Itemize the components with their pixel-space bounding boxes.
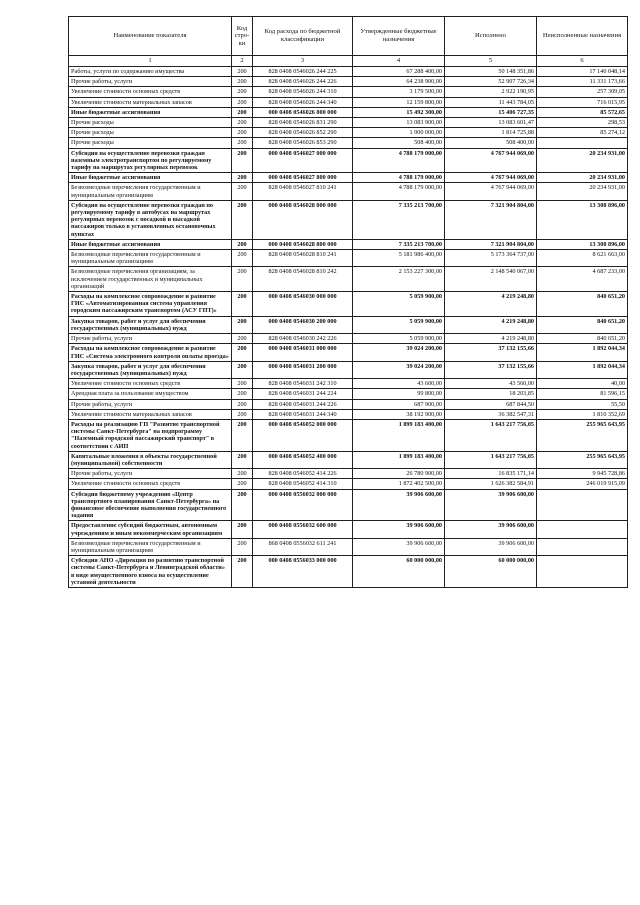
cell-approved: 39 906 600,00 (353, 521, 445, 538)
table-row (69, 87, 628, 97)
column-number: 1 (69, 56, 232, 67)
cell-kbk: 000 0408 0546026 800 000 (253, 107, 353, 117)
cell-executed: 5 173 364 737,00 (445, 250, 537, 267)
table-row (69, 521, 628, 538)
cell-line-code: 200 (232, 556, 253, 588)
table-row (69, 419, 628, 451)
cell-line-code: 200 (232, 97, 253, 107)
cell-executed: 4 219 248,80 (445, 316, 537, 333)
cell-name: Безвозмездные перечисления государственным и муниципальным организациям (69, 183, 232, 200)
cell-name: Субсидия на осуществление перевозки граждан по регулируемому тарифу в автобусах на маршрутах регулярных перевозок с посадкой и высадкой пассажиров только в установленных остановочных пунктах (69, 200, 232, 239)
cell-executed: 16 835 171,14 (445, 469, 537, 479)
table-row (69, 183, 628, 200)
table-row (69, 361, 628, 378)
cell-line-code: 200 (232, 419, 253, 451)
cell-line-code: 200 (232, 469, 253, 479)
header-kbk: Код расхода по бюджетной классификации (253, 17, 353, 56)
cell-remaining: 1 810 352,69 (537, 409, 628, 419)
cell-name: Безвозмездные перечисления государственным и муниципальным организациям (69, 250, 232, 267)
cell-kbk: 828 0408 0546026 853 290 (253, 138, 353, 148)
cell-line-code: 200 (232, 267, 253, 292)
cell-name: Увеличение стоимости основных средств (69, 479, 232, 489)
cell-remaining: 1 892 044,34 (537, 344, 628, 361)
cell-approved: 4 788 179 000,00 (353, 183, 445, 200)
cell-kbk: 828 0408 0546026 244 310 (253, 87, 353, 97)
table-row (69, 118, 628, 128)
cell-name: Субсидия бюджетному учреждению «Центр транспортного планирования Санкт-Петербурга» на финансовое обеспечение выполнения государственного задания (69, 489, 232, 521)
table-row (69, 389, 628, 399)
cell-executed: 43 560,00 (445, 379, 537, 389)
cell-remaining (537, 489, 628, 521)
cell-remaining: 20 234 931,00 (537, 183, 628, 200)
cell-remaining: 840 651,20 (537, 316, 628, 333)
cell-remaining (537, 521, 628, 538)
cell-line-code: 200 (232, 77, 253, 87)
cell-line-code: 200 (232, 451, 253, 468)
cell-approved: 39 906 600,00 (353, 489, 445, 521)
cell-kbk: 828 0408 0546028 810 242 (253, 267, 353, 292)
cell-remaining: 1 892 044,34 (537, 361, 628, 378)
table-row (69, 77, 628, 87)
table-row (69, 479, 628, 489)
column-number: 4 (353, 56, 445, 67)
cell-remaining: 716 015,95 (537, 97, 628, 107)
cell-executed: 60 000 000,00 (445, 556, 537, 588)
column-number: 6 (537, 56, 628, 67)
cell-name: Прочие расходы (69, 138, 232, 148)
cell-line-code: 200 (232, 399, 253, 409)
cell-remaining: 17 140 048,14 (537, 67, 628, 77)
cell-kbk: 000 0408 0546027 800 000 (253, 173, 353, 183)
cell-remaining: 298,53 (537, 118, 628, 128)
cell-executed: 7 321 904 804,00 (445, 200, 537, 239)
cell-line-code: 200 (232, 148, 253, 173)
cell-remaining: 81 596,15 (537, 389, 628, 399)
cell-remaining (537, 538, 628, 555)
cell-line-code: 200 (232, 138, 253, 148)
cell-approved: 7 335 213 700,00 (353, 200, 445, 239)
cell-line-code: 200 (232, 118, 253, 128)
cell-name: Прочие работы, услуги (69, 77, 232, 87)
cell-remaining: 85 572,65 (537, 107, 628, 117)
cell-executed: 4 767 944 069,00 (445, 173, 537, 183)
cell-kbk: 000 0408 0546052 000 000 (253, 419, 353, 451)
cell-name: Прочие работы, услуги (69, 399, 232, 409)
cell-approved: 1 872 402 500,00 (353, 479, 445, 489)
cell-kbk: 000 0408 0546052 400 000 (253, 451, 353, 468)
column-number: 2 (232, 56, 253, 67)
table-row (69, 239, 628, 249)
cell-approved: 67 288 400,00 (353, 67, 445, 77)
cell-name: Прочие работы, услуги (69, 334, 232, 344)
cell-name: Субсидия на осуществление перевозки граждан наземным электротранспортом по регулируемому тарифу на маршрутах регулярных перевозок (69, 148, 232, 173)
cell-remaining: 40,00 (537, 379, 628, 389)
table-header (69, 17, 628, 67)
cell-line-code: 200 (232, 479, 253, 489)
table-row (69, 148, 628, 173)
cell-executed: 52 907 726,34 (445, 77, 537, 87)
cell-remaining: 255 965 643,95 (537, 451, 628, 468)
cell-name: Иные бюджетные ассигнования (69, 173, 232, 183)
cell-line-code: 200 (232, 173, 253, 183)
cell-remaining (537, 138, 628, 148)
table-row (69, 556, 628, 588)
cell-executed: 2 148 540 067,00 (445, 267, 537, 292)
cell-approved: 12 159 800,00 (353, 97, 445, 107)
cell-remaining (537, 556, 628, 588)
header-executed: Исполнено (445, 17, 537, 56)
column-number-row (69, 56, 628, 67)
cell-name: Арендная плата за пользование имуществом (69, 389, 232, 399)
cell-executed: 50 148 351,86 (445, 67, 537, 77)
cell-remaining: 85 274,12 (537, 128, 628, 138)
table-row (69, 292, 628, 317)
header-approved: Утвержденные бюджетные назначения (353, 17, 445, 56)
cell-remaining: 8 621 663,00 (537, 250, 628, 267)
cell-kbk: 000 0408 0546027 000 000 (253, 148, 353, 173)
cell-approved: 64 238 900,00 (353, 77, 445, 87)
cell-executed: 37 132 155,66 (445, 361, 537, 378)
cell-line-code: 200 (232, 67, 253, 77)
table-row (69, 538, 628, 555)
cell-executed: 7 321 904 804,00 (445, 239, 537, 249)
cell-remaining: 11 331 173,66 (537, 77, 628, 87)
cell-name: Прочие расходы (69, 118, 232, 128)
cell-name: Увеличение стоимости основных средств (69, 87, 232, 97)
cell-approved: 687 900,00 (353, 399, 445, 409)
cell-approved: 1 900 000,00 (353, 128, 445, 138)
cell-approved: 60 000 000,00 (353, 556, 445, 588)
table-row (69, 128, 628, 138)
cell-executed: 18 203,85 (445, 389, 537, 399)
cell-approved: 39 024 200,00 (353, 344, 445, 361)
cell-approved: 38 192 900,00 (353, 409, 445, 419)
header-name: Наименование показателя (69, 17, 232, 56)
table-row (69, 250, 628, 267)
cell-approved: 5 059 900,00 (353, 316, 445, 333)
table-row (69, 267, 628, 292)
cell-name: Безвозмездные перечисления организациям, за исключением государственных и муниципальных организаций (69, 267, 232, 292)
cell-line-code: 200 (232, 316, 253, 333)
cell-line-code: 200 (232, 344, 253, 361)
cell-executed: 1 643 217 756,05 (445, 419, 537, 451)
cell-executed: 39 906 600,00 (445, 521, 537, 538)
cell-kbk: 828 0408 0546026 831 290 (253, 118, 353, 128)
cell-kbk: 828 0408 0546026 244 340 (253, 97, 353, 107)
cell-name: Увеличение стоимости основных средств (69, 379, 232, 389)
cell-name: Закупка товаров, работ и услуг для обеспечения государственных (муниципальных) нужд (69, 361, 232, 378)
cell-line-code: 200 (232, 409, 253, 419)
cell-remaining: 55,50 (537, 399, 628, 409)
cell-remaining: 13 308 896,00 (537, 239, 628, 249)
cell-remaining: 13 308 896,00 (537, 200, 628, 239)
cell-remaining: 255 965 643,95 (537, 419, 628, 451)
cell-executed: 508 400,00 (445, 138, 537, 148)
cell-kbk: 828 0408 0546031 244 340 (253, 409, 353, 419)
cell-name: Закупка товаров, работ и услуг для обеспечения государственных (муниципальных) нужд (69, 316, 232, 333)
table-row (69, 316, 628, 333)
cell-approved: 13 083 900,00 (353, 118, 445, 128)
budget-execution-table (68, 16, 628, 588)
cell-executed: 4 767 944 069,00 (445, 148, 537, 173)
table-row (69, 399, 628, 409)
cell-name: Расходы на комплексное сопровождение и развитие ГИС «Система электронного контроля оплаты проезда» (69, 344, 232, 361)
table-row (69, 379, 628, 389)
cell-name: Иные бюджетные ассигнования (69, 239, 232, 249)
cell-executed: 1 626 382 584,91 (445, 479, 537, 489)
cell-approved: 26 780 900,00 (353, 469, 445, 479)
cell-approved: 5 059 900,00 (353, 292, 445, 317)
cell-kbk: 828 0408 0546026 852 290 (253, 128, 353, 138)
cell-line-code: 200 (232, 521, 253, 538)
cell-remaining: 9 945 728,86 (537, 469, 628, 479)
cell-line-code: 200 (232, 538, 253, 555)
cell-executed: 39 906 600,00 (445, 538, 537, 555)
table-body (69, 67, 628, 588)
cell-kbk: 828 0408 0546026 244 225 (253, 67, 353, 77)
cell-executed: 1 643 217 756,05 (445, 451, 537, 468)
column-number: 3 (253, 56, 353, 67)
cell-executed: 13 083 601,47 (445, 118, 537, 128)
cell-kbk: 868 0408 0556032 611 241 (253, 538, 353, 555)
cell-name: Иные бюджетные ассигнования (69, 107, 232, 117)
cell-approved: 39 024 200,00 (353, 361, 445, 378)
cell-kbk: 828 0408 0546031 242 310 (253, 379, 353, 389)
header-line-code: Код стро-ки (232, 17, 253, 56)
cell-kbk: 000 0408 0546030 000 000 (253, 292, 353, 317)
cell-approved: 3 179 500,00 (353, 87, 445, 97)
cell-executed: 36 382 547,31 (445, 409, 537, 419)
table-row (69, 344, 628, 361)
cell-approved: 43 600,00 (353, 379, 445, 389)
cell-remaining: 4 687 233,00 (537, 267, 628, 292)
cell-executed: 4 219 248,80 (445, 292, 537, 317)
cell-kbk: 828 0408 0546052 414 226 (253, 469, 353, 479)
cell-executed: 15 406 727,35 (445, 107, 537, 117)
table-row (69, 469, 628, 479)
cell-line-code: 200 (232, 128, 253, 138)
cell-kbk: 828 0408 0546028 810 241 (253, 250, 353, 267)
cell-line-code: 200 (232, 87, 253, 97)
table-row (69, 173, 628, 183)
cell-executed: 11 443 784,05 (445, 97, 537, 107)
cell-line-code: 200 (232, 334, 253, 344)
table-row (69, 489, 628, 521)
cell-line-code: 200 (232, 292, 253, 317)
cell-name: Расходы на реализацию ГП "Развитие транспортной системы Санкт-Петербурга" на подпрограмму "Наземный городской пассажирский транспорт" в соответствии с АИП (69, 419, 232, 451)
cell-remaining: 257 309,05 (537, 87, 628, 97)
cell-kbk: 828 0408 0546031 244 226 (253, 399, 353, 409)
table-row (69, 200, 628, 239)
cell-approved: 7 335 213 700,00 (353, 239, 445, 249)
cell-approved: 1 899 183 400,00 (353, 451, 445, 468)
cell-name: Расходы на комплексное сопровождение и развитие ГИС «Автоматизированная система управления городским пассажирским транспортом (АСУ ГПТ)» (69, 292, 232, 317)
cell-kbk: 828 0408 0546030 242 226 (253, 334, 353, 344)
header-remaining: Неисполненные назначения (537, 17, 628, 56)
cell-executed: 687 844,50 (445, 399, 537, 409)
cell-kbk: 000 0408 0556032 000 000 (253, 489, 353, 521)
cell-name: Прочие работы, услуги (69, 469, 232, 479)
cell-approved: 99 800,00 (353, 389, 445, 399)
cell-kbk: 000 0408 0546031 000 000 (253, 344, 353, 361)
cell-remaining: 840 651,20 (537, 334, 628, 344)
cell-executed: 1 814 725,88 (445, 128, 537, 138)
cell-remaining: 20 234 931,00 (537, 173, 628, 183)
table-row (69, 97, 628, 107)
cell-executed: 4 219 248,80 (445, 334, 537, 344)
table-row (69, 138, 628, 148)
cell-approved: 1 899 183 400,00 (353, 419, 445, 451)
cell-approved: 15 492 300,00 (353, 107, 445, 117)
cell-kbk: 828 0408 0546026 244 226 (253, 77, 353, 87)
cell-name: Предоставление субсидий бюджетным, автономным учреждениям и иным некоммерческим организациям (69, 521, 232, 538)
cell-approved: 4 788 179 000,00 (353, 173, 445, 183)
cell-kbk: 828 0408 0546052 414 310 (253, 479, 353, 489)
cell-approved: 39 906 600,00 (353, 538, 445, 555)
cell-kbk: 000 0408 0556032 600 000 (253, 521, 353, 538)
cell-name: Увеличение стоимости материальных запасов (69, 409, 232, 419)
cell-line-code: 200 (232, 361, 253, 378)
cell-executed: 39 906 600,00 (445, 489, 537, 521)
cell-kbk: 000 0408 0546030 200 000 (253, 316, 353, 333)
cell-line-code: 200 (232, 489, 253, 521)
table-row (69, 107, 628, 117)
cell-approved: 5 059 900,00 (353, 334, 445, 344)
cell-kbk: 000 0408 0546028 000 000 (253, 200, 353, 239)
cell-remaining: 840 651,20 (537, 292, 628, 317)
cell-kbk: 828 0408 0546027 810 241 (253, 183, 353, 200)
cell-executed: 2 922 190,95 (445, 87, 537, 97)
cell-kbk: 000 0408 0546031 200 000 (253, 361, 353, 378)
cell-line-code: 200 (232, 250, 253, 267)
cell-line-code: 200 (232, 389, 253, 399)
table-row (69, 67, 628, 77)
cell-approved: 4 788 179 000,00 (353, 148, 445, 173)
cell-kbk: 000 0408 0556033 000 000 (253, 556, 353, 588)
cell-name: Работы, услуги по содержанию имущества (69, 67, 232, 77)
cell-line-code: 200 (232, 183, 253, 200)
cell-approved: 2 153 227 300,00 (353, 267, 445, 292)
cell-approved: 508 400,00 (353, 138, 445, 148)
cell-line-code: 200 (232, 200, 253, 239)
table-row (69, 451, 628, 468)
cell-approved: 5 181 986 400,00 (353, 250, 445, 267)
column-number: 5 (445, 56, 537, 67)
cell-line-code: 200 (232, 107, 253, 117)
cell-kbk: 000 0408 0546028 800 000 (253, 239, 353, 249)
cell-name: Капитальные вложения в объекты государственной (муниципальной) собственности (69, 451, 232, 468)
table-row (69, 334, 628, 344)
cell-name: Безвозмездные перечисления государственным и муниципальным организациям (69, 538, 232, 555)
cell-executed: 37 132 155,66 (445, 344, 537, 361)
cell-remaining: 246 019 915,09 (537, 479, 628, 489)
cell-name: Увеличение стоимости материальных запасов (69, 97, 232, 107)
cell-name: Субсидия АНО «Дирекция по развитию транспортной системы Санкт-Петербурга и Ленинградской области» в виде имущественного взноса на осуществление уставной деятельности (69, 556, 232, 588)
cell-remaining: 20 234 931,00 (537, 148, 628, 173)
cell-name: Прочие расходы (69, 128, 232, 138)
cell-line-code: 200 (232, 239, 253, 249)
table-row (69, 409, 628, 419)
cell-kbk: 828 0408 0546031 244 224 (253, 389, 353, 399)
cell-line-code: 200 (232, 379, 253, 389)
cell-executed: 4 767 944 069,00 (445, 183, 537, 200)
